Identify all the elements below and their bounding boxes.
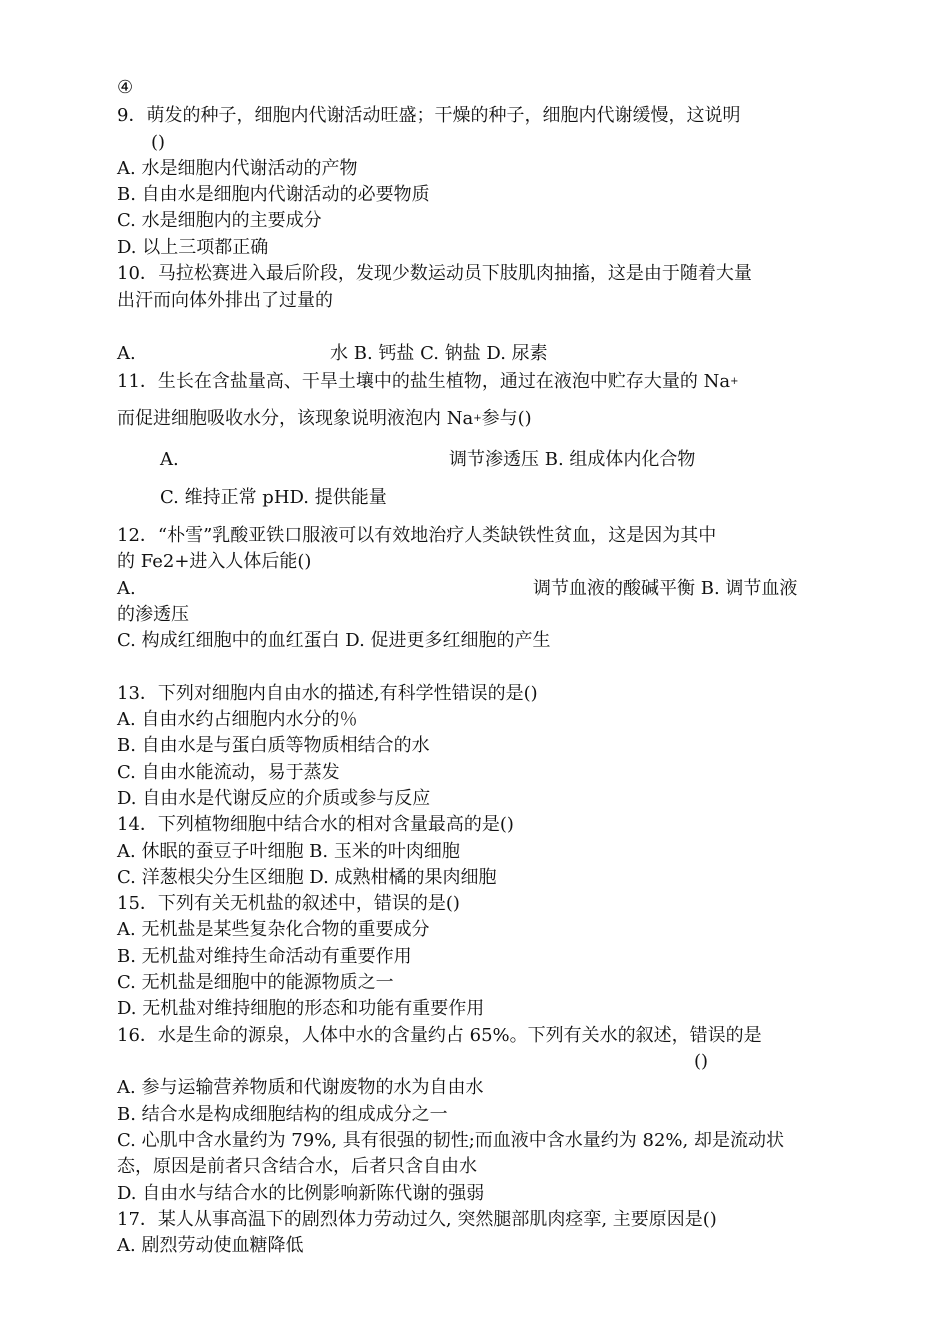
option-a: A. 参与运输营养物质和代谢废物的水为自由水 — [117, 1077, 484, 1098]
question-9-stem: 9．萌发的种子，细胞内代谢活动旺盛；干燥的种子，细胞内代谢缓慢，这说明 — [117, 105, 741, 126]
option-c: C. 无机盐是细胞中的能源物质之一 — [117, 972, 394, 993]
options-line: A. 休眠的蚕豆子叶细胞 B. 玉米的叶肉细胞 — [117, 841, 460, 862]
question-11-stem — [117, 370, 739, 394]
answer-blank: () — [694, 1051, 709, 1072]
option-b: B. 结合水是构成细胞结构的组成成分之一 — [117, 1104, 448, 1125]
question-11-stem-cont — [117, 407, 532, 431]
options-line: 调节渗透压 B. 组成体内化合物 — [449, 449, 696, 470]
question-11-text: 11．生长在含盐量高、干旱土壤中的盐生植物，通过在液泡中贮存大量的 Na — [117, 371, 731, 392]
question-12-stem: 12．“朴雪”乳酸亚铁口服液可以有效地治疗人类缺铁性贫血，这是因为其中 — [117, 525, 717, 546]
question-13-stem: 13．下列对细胞内自由水的描述,有科学性错误的是() — [117, 683, 538, 704]
superscript: + — [473, 413, 482, 424]
question-10-stem: 10．马拉松赛进入最后阶段，发现少数运动员下肢肌肉抽搐，这是由于随着大量 — [117, 263, 752, 284]
question-11-text-cont: 而促进细胞吸收水分，该现象说明液泡内 Na — [117, 408, 474, 429]
option-b: B. 无机盐对维持生命活动有重要作用 — [117, 946, 412, 967]
options-line: C. 洋葱根尖分生区细胞 D. 成熟柑橘的果肉细胞 — [117, 867, 497, 888]
option-d: D. 以上三项都正确 — [117, 237, 269, 258]
answer-blank: () — [151, 132, 166, 153]
option-a: A. 自由水约占细胞内水分的％ — [117, 709, 358, 730]
option-c: C. 心肌中含水量约为 79%, 具有很强的韧性;而血液中含水量约为 82%, 却是流动状 — [117, 1130, 784, 1151]
option-a: A. 剧烈劳动使血糖降低 — [117, 1235, 304, 1256]
question-12-stem-cont: 的 Fe2+进入人体后能() — [117, 551, 312, 572]
options-line: 水 B. 钙盐 C. 钠盐 D. 尿素 — [330, 343, 548, 364]
option-c-cont: 态，原因是前者只含结合水，后者只含自由水 — [117, 1156, 477, 1177]
option-a-label: A. — [117, 343, 136, 364]
question-11-text-end: 参与() — [481, 408, 532, 429]
text-line: ④ — [117, 77, 134, 98]
option-a: A. 无机盐是某些复杂化合物的重要成分 — [117, 919, 430, 940]
option-a-label: A. — [117, 578, 136, 599]
option-a-label: A. — [160, 449, 179, 470]
question-10-stem-cont: 出汗而向体外排出了过量的 — [117, 290, 333, 311]
option-a: A. 水是细胞内代谢活动的产物 — [117, 158, 358, 179]
option-b: B. 自由水是与蛋白质等物质相结合的水 — [117, 735, 430, 756]
options-line-cont: 的渗透压 — [117, 604, 189, 625]
option-c: C. 自由水能流动，易于蒸发 — [117, 762, 340, 783]
options-line: 调节血液的酸碱平衡 B. 调节血液 — [533, 578, 798, 599]
option-d: D. 自由水与结合水的比例影响新陈代谢的强弱 — [117, 1183, 485, 1204]
option-d: D. 无机盐对维持细胞的形态和功能有重要作用 — [117, 998, 485, 1019]
options-line: C. 维持正常 pHD. 提供能量 — [160, 487, 387, 508]
option-c: C. 水是细胞内的主要成分 — [117, 210, 322, 231]
option-d: D. 自由水是代谢反应的介质或参与反应 — [117, 788, 431, 809]
question-17-stem: 17．某人从事高温下的剧烈体力劳动过久, 突然腿部肌肉痉挛, 主要原因是() — [117, 1209, 717, 1230]
question-16-stem: 16．水是生命的源泉，人体中水的含量约占 65%。下列有关水的叙述，错误的是 — [117, 1025, 762, 1046]
options-line: C. 构成红细胞中的血红蛋白 D. 促进更多红细胞的产生 — [117, 630, 551, 651]
question-15-stem: 15．下列有关无机盐的叙述中，错误的是() — [117, 893, 460, 914]
option-b: B. 自由水是细胞内代谢活动的必要物质 — [117, 184, 430, 205]
superscript: + — [730, 376, 739, 387]
question-14-stem: 14．下列植物细胞中结合水的相对含量最高的是() — [117, 814, 514, 835]
